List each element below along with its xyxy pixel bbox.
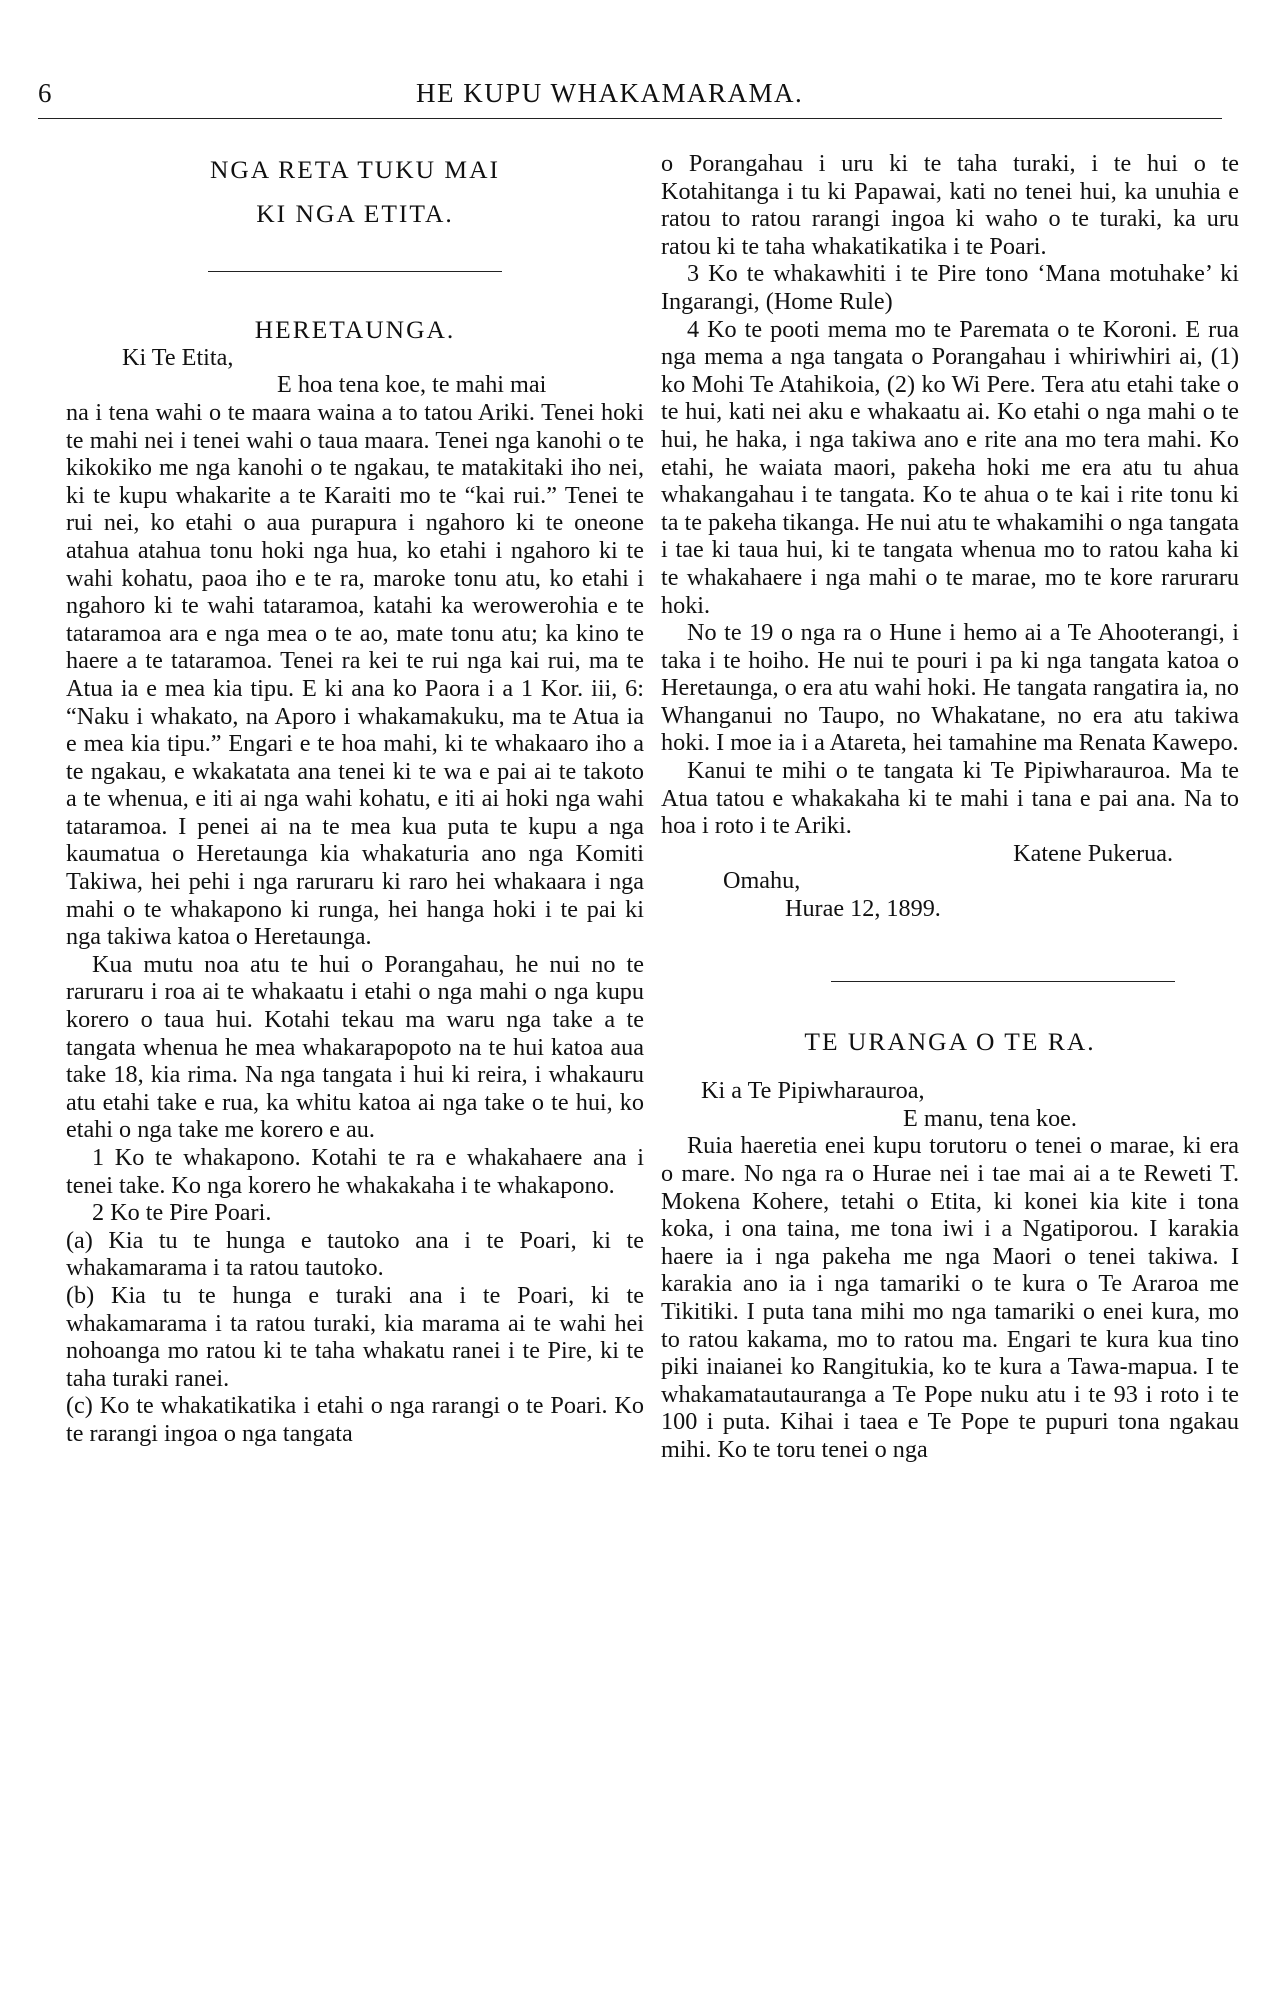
place-line: Omahu, (723, 867, 801, 895)
section-divider (208, 271, 502, 272)
left-column (66, 150, 644, 1448)
paragraph: Ruia haeretia enei kupu torutoru o tenei o marae, ki era o mare. No nga ra o Hurae nei i tae mai ai a te Reweti T. Mokena Kohere, tetahi o Etita, ki konei kia kite i tona koka, i ona taina, me tona iwi i a Ngatiporou. I karakia haere ia i nga pakeha me nga Maori o tenei takiwa. I karakia ano ia i nga tamariki o te kura o Te Araroa me Tikitiki. I puta tana mihi mo nga tamariki o enei kura, mo to ratou kakama, mo to ratou ma. Engari te kura kua tino piki inaianei ko Rangitukia, ko te kura a Tawa-mapua. I te whakamatautauranga a Te Pope nuku atu i te 93 i roto i te 100 i puta. Kihai i taea e Te Pope te pupuri tona ngakau mihi. Ko te toru tenei o nga (661, 1132, 1239, 1463)
list-item: (a) Kia tu te hunga e tautoko ana i te Poari, ki te whakamarama i ta ratou tautoko. (66, 1226, 644, 1282)
list-item: 1 Ko te whakapono. Kotahi te ra e whakahaere ana i tenei take. Ko nga korero he whakakaha i te whakapono. (66, 1144, 644, 1199)
page-number: 6 (38, 78, 52, 108)
list-item: 2 Ko te Pire Poari. (92, 1199, 272, 1227)
section-title-heretaunga: HERETAUNGA. (254, 315, 456, 345)
paragraph: o Porangahau i uru ki te taha turaki, i te hui o te Kotahitanga i tu ki Papawai, kati no tenei hui, ka unuhia e ratou to ratou rarangi ingoa ki waho o te turaki, ka uru ratou ki te taha whakatikatika i te Poari. (661, 150, 1239, 260)
date-line: Hurae 12, 1899. (785, 895, 941, 923)
salutation: Ki Te Etita, (122, 343, 234, 371)
paragraph: Kanui te mihi o te tangata ki Te Pipiwharauroa. Ma te Atua tatou e whakakaha ki te mahi i tana e pai ana. Na to hoa i roto i te Ariki. (661, 757, 1239, 840)
opening-line: E manu, tena koe. (903, 1104, 1077, 1132)
signature: Katene Pukerua. (1013, 839, 1173, 867)
list-item: 3 Ko te whakawhiti i te Pire tono ‘Mana motuhake’ ki Ingarangi, (Home Rule) (661, 260, 1239, 315)
list-item: (b) Kia tu te hunga e turaki ana i te Poari, ki te whakamarama i ta ratou turaki, kia marama ai te wahi hei nohoanga mo ratou ki te taha whakatu ranei i te Pire, ki te taha turaki ranei. (66, 1281, 644, 1392)
running-head (38, 78, 1222, 119)
section-divider (831, 981, 1175, 982)
section-title-uranga: TE URANGA O TE RA. (804, 1026, 1096, 1056)
running-title: HE KUPU WHAKAMARAMA. (416, 78, 804, 108)
right-column (661, 150, 1239, 1464)
letters-heading-line1: NGA RETA TUKU MAI (209, 155, 501, 184)
list-item: 4 Ko te pooti mema mo te Paremata o te Koroni. E rua nga mema a nga tangata o Porangahau i whiriwhiri ai, (1) ko Mohi Te Atahikoia, (2) ko Wi Pere. Tera atu etahi take o te hui, kati nei aku e whakaatu ai. Ko etahi o nga mahi o te hui, he haka, i nga takiwa ano e rite ana mo tera mahi. Ko etahi, he waiata maori, pakeha hoki me era atu tu ahua whakangahau i te tangata. Ko te ahua o te kai i rite tonu ki ta te pakeha tikanga. He nui atu te whakamihi o nga tangata i tae ki taua hui, ki te tangata whenua mo to ratou kaha ki te whakahaere i nga mahi o te marae, mo te kore raruraru hoki. (661, 315, 1239, 619)
paragraph: na i tena wahi o te maara waina a to tatou Ariki. Tenei hoki te mahi nei i tenei wahi o taua maara. Tenei nga kanohi o te kikokiko me nga kanohi o te ngakau, te matakitaki iho nei, ki te kupu whakarite a te Karaiti mo te “kai rui.” Tenei te rui nei, ko etahi o aua purapura i ngahoro ki te oneone atahua atahua tonu hoki nga hua, ko etahi i ngahoro ki te wahi kohatu, paoa iho e te ra, maroke tonu atu, ko etahi i ngahoro ki te wahi tataramoa, katahi ka werowerohia e te tataramoa ara e nga mea o te ao, mate tonu atu; ka kino te haere a te tataramoa. Tenei ra kei te rui nga kai rui, ma te Atua ia e mea kia tipu. E ki ana ko Paora i a 1 Kor. iii, 6: “Naku i whakato, na Aporo i whakamakuku, ma te Atua ia e mea kia tipu.” Engari e te hoa mahi, ki te whakaaro iho a te ngakau, e wkakatata ana tenei ki te wa e pai ai te takoto a te whenua, e iti ai nga wahi kohatu, e iti ai hoki nga wahi tataramoa. I penei ai na te mea kua puta te kupu a nga kaumatua o Heretaunga kia whakaturia ano nga Komiti Takiwa, hei pehi i nga raruraru ki raro hei whakaara i nga mahi o te whakapono ki runga, hei hanga hoki i te pai ki nga takiwa katoa o Heretaunga. (66, 398, 644, 951)
paragraph: Kua mutu noa atu te hui o Porangahau, he nui no te raruraru i roa ai te whakaatu i etahi o nga mahi o nga kupu korero o taua hui. Kotahi tekau ma waru nga take a te tangata whenua he mea whakarapopoto na te hui katoa aua take 18, kia rima. Na nga tangata i hui ki reira, i whakauru atu etahi take e rua, ka whitu katoa ai nga take o te hui, ko etahi o nga take me korero e au. (66, 950, 644, 1144)
list-item: (c) Ko te whakatikatika i etahi o nga rarangi o te Poari. Ko te rarangi ingoa o nga tangata (66, 1392, 644, 1447)
salutation: Ki a Te Pipiwharauroa, (701, 1077, 925, 1105)
letters-heading-line2: KI NGA ETITA. (256, 198, 454, 228)
paragraph: No te 19 o nga ra o Hune i hemo ai a Te Ahooterangi, i taka i te hoiho. He nui te pouri i pa ki nga tangata katoa o Heretaunga, o era atu wahi hoki. He tangata rangatira ia, no Whanganui no Taupo, no Whakatane, no era atu takiwa hoki. I moe ia i a Atareta, hei tamahine ma Renata Kawepo. (661, 619, 1239, 757)
opening-line: E hoa tena koe, te mahi mai (277, 371, 547, 399)
